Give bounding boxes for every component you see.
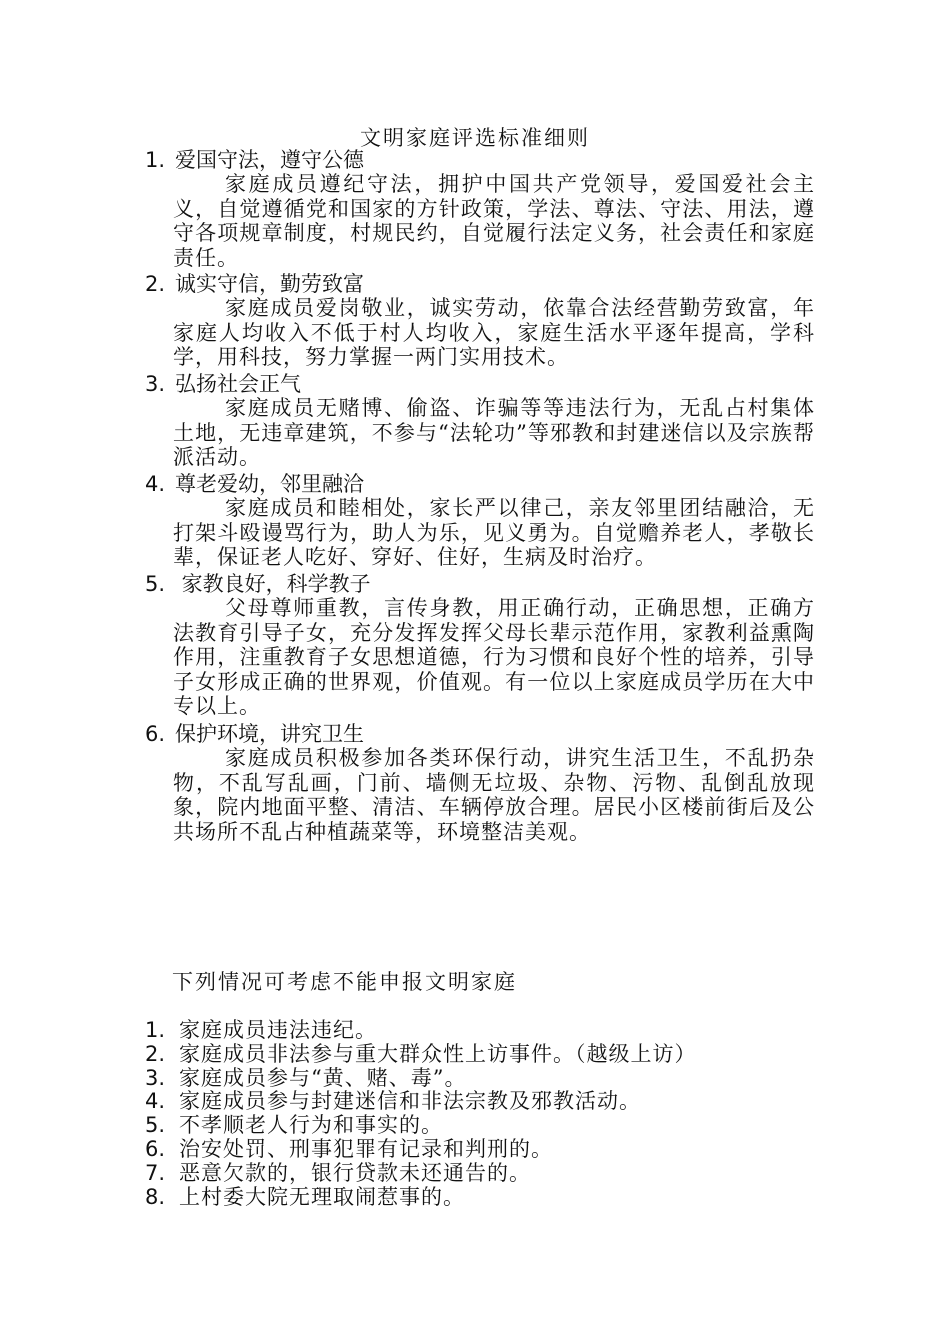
section-heading-text: 尊老爱幼，邻里融洽: [175, 472, 364, 496]
list-item-text: 家庭成员非法参与重大群众性上访事件。（越级上访）: [179, 1041, 697, 1066]
list-item: [145, 1114, 845, 1138]
list-item-text: 不孝顺老人行为和事实的。: [179, 1113, 443, 1138]
list-item-number: 7.: [145, 1160, 166, 1185]
exclusions-list: [145, 1019, 845, 1209]
list-item: [145, 1138, 845, 1162]
section-number: 1.: [145, 148, 166, 172]
list-item-text: 家庭成员参与“黄、赌、毒”。: [179, 1065, 467, 1090]
section-heading-text: 保护环境，讲究卫生: [175, 722, 364, 746]
criteria-section-1: [145, 148, 815, 270]
list-item-number: 8.: [145, 1184, 166, 1209]
list-item: [145, 1162, 845, 1186]
list-item-number: 3.: [145, 1065, 166, 1090]
section-number: 5.: [145, 572, 166, 596]
list-item-text: 治安处罚、刑事犯罪有记录和判刑的。: [179, 1136, 553, 1161]
section-body: 家庭成员和睦相处，家长严以律己，亲友邻里团结融洽，无打架斗殴谩骂行为，助人为乐，见义勇为。自觉赡养老人，孝敬长辈，保证老人吃好、穿好、住好，生病及时治疗。: [173, 496, 815, 569]
list-item-number: 6.: [145, 1136, 166, 1161]
criteria-section-5: [145, 572, 815, 719]
section-number: 4.: [145, 472, 166, 496]
section-heading: [145, 148, 815, 172]
criteria-section-4: [145, 472, 815, 570]
criteria-section-2: [145, 272, 815, 370]
section-heading: [145, 372, 815, 396]
section-number: 3.: [145, 372, 166, 396]
list-item-text: 恶意欠款的，银行贷款未还通告的。: [179, 1160, 531, 1185]
list-item: [145, 1090, 845, 1114]
list-item-number: 5.: [145, 1113, 166, 1138]
section-body: 家庭成员无赌博、偷盗、诈骗等等违法行为，无乱占村集体土地，无违章建筑，不参与“法轮功”等邪教和封建迷信以及宗族帮派活动。: [173, 396, 815, 469]
list-item-number: 2.: [145, 1041, 166, 1066]
section-heading: [145, 572, 815, 596]
exclusions-title: 下列情况可考虑不能申报文明家庭: [172, 970, 517, 994]
document-title: 文明家庭评选标准细则: [360, 126, 590, 150]
list-item-text: 上村委大院无理取闹惹事的。: [179, 1184, 465, 1209]
criteria-section-3: [145, 372, 815, 470]
section-body: 父母尊师重教，言传身教，用正确行动，正确思想，正确方法教育引导子女，充分发挥发挥父母长辈示范作用，家教利益熏陶作用，注重教育子女思想道德，行为习惯和良好个性的培养，引导子女形成正确的世界观，价值观。有一位以上家庭成员学历在大中专以上。: [173, 596, 815, 718]
section-heading-text: 家教良好，科学教子: [175, 572, 371, 596]
list-item-number: 4.: [145, 1089, 166, 1114]
section-heading: [145, 472, 815, 496]
section-number: 2.: [145, 272, 166, 296]
list-item: [145, 1043, 845, 1067]
list-item: [145, 1186, 845, 1210]
list-item-text: 家庭成员违法违纪。: [179, 1018, 377, 1042]
list-item-number: 1.: [145, 1018, 166, 1042]
list-item-text: 家庭成员参与封建迷信和非法宗教及邪教活动。: [179, 1089, 641, 1114]
section-body: 家庭成员爱岗敬业，诚实劳动，依靠合法经营勤劳致富，年家庭人均收入不低于村人均收入，家庭生活水平逐年提高，学科学，用科技，努力掌握一两门实用技术。: [173, 296, 815, 369]
list-item: [145, 1019, 845, 1043]
criteria-section-6: [145, 722, 815, 844]
section-body: 家庭成员遵纪守法，拥护中国共产党领导，爱国爱社会主义，自觉遵循党和国家的方针政策，学法、尊法、守法、用法，遵守各项规章制度，村规民约，自觉履行法定义务，社会责任和家庭责任。: [173, 172, 815, 270]
section-heading: [145, 272, 815, 296]
section-body: 家庭成员积极参加各类环保行动，讲究生活卫生，不乱扔杂物，不乱写乱画，门前、墙侧无垃圾、杂物、污物、乱倒乱放现象，院内地面平整、清洁、车辆停放合理。居民小区楼前街后及公共场所不乱占种植蔬菜等，环境整洁美观。: [173, 746, 815, 844]
section-heading-text: 爱国守法，遵守公德: [175, 148, 364, 172]
section-heading: [145, 722, 815, 746]
list-item: [145, 1067, 845, 1091]
section-number: 6.: [145, 722, 166, 746]
section-heading-text: 弘扬社会正气: [175, 372, 301, 396]
section-heading-text: 诚实守信，勤劳致富: [175, 272, 364, 296]
